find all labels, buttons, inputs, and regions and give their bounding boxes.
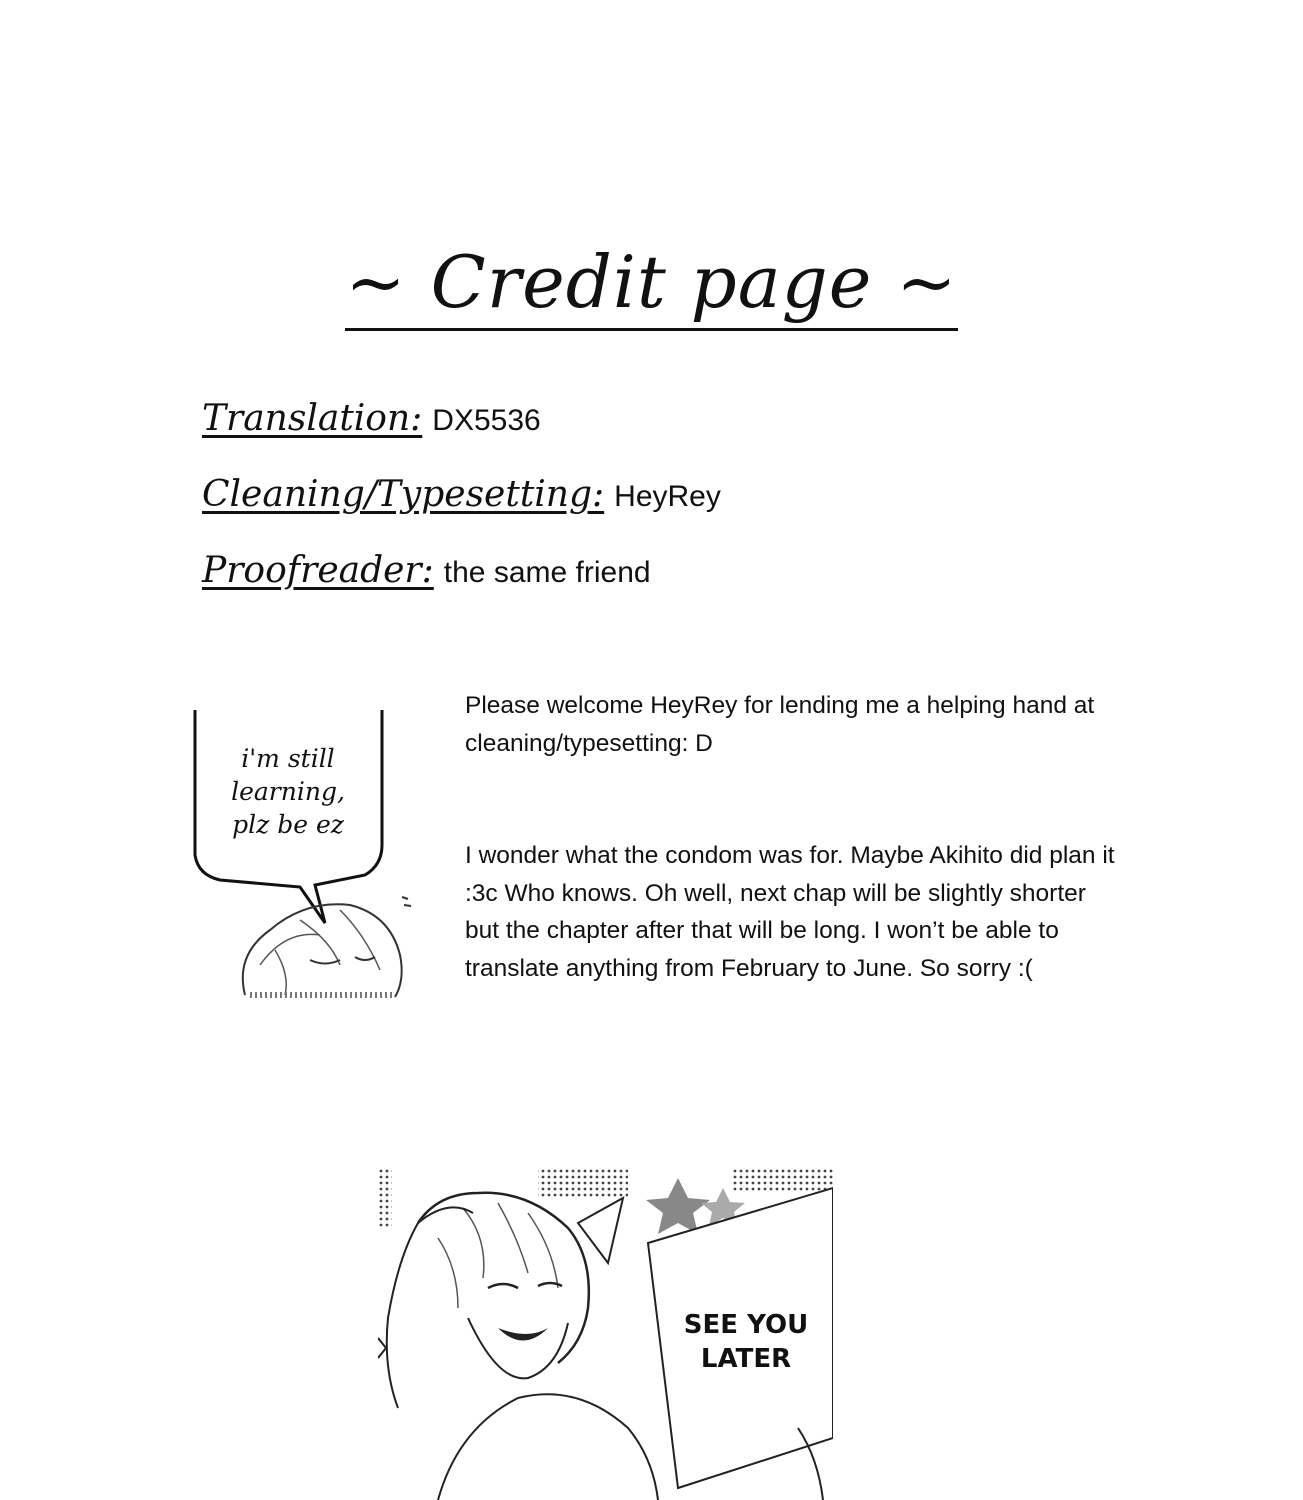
credit-role: Translation: — [202, 398, 423, 439]
credit-name: the same friend — [443, 556, 651, 589]
note-message: I wonder what the condom was for. Maybe Akihito did plan it :3c Who knows. Oh well, next chap will be slightly shorter but the chapter after that will be long. I won’t be able to translate anything from February to June. So sorry :( — [465, 842, 1115, 982]
bubble-line-2: learning, — [231, 777, 345, 806]
credit-role: Proofreader: — [202, 550, 434, 591]
sign-line-1: SEE YOU — [683, 1310, 809, 1340]
laughing-character-illustration — [378, 1168, 833, 1500]
credit-proofreader — [202, 550, 651, 591]
page-title: ~ Credit page ~ — [345, 240, 957, 331]
credit-translation — [202, 398, 541, 439]
credit-cleaning — [202, 474, 721, 515]
bubble-line-1: i'm still — [241, 744, 335, 773]
credit-name: DX5536 — [432, 404, 541, 437]
page-title-wrap — [0, 240, 1303, 324]
bubble-line-3: plz be ez — [232, 810, 344, 839]
manga-panel-see-you — [378, 1168, 833, 1500]
credit-role: Cleaning/Typesetting: — [202, 474, 605, 515]
manga-panel-learning — [190, 705, 425, 1000]
sign-line-2: LATER — [700, 1344, 792, 1374]
credit-name: HeyRey — [614, 480, 721, 513]
note-welcome: Please welcome HeyRey for lending me a helping hand at cleaning/typesetting: D — [465, 692, 1095, 757]
speech-bubble-illustration — [190, 705, 425, 1000]
